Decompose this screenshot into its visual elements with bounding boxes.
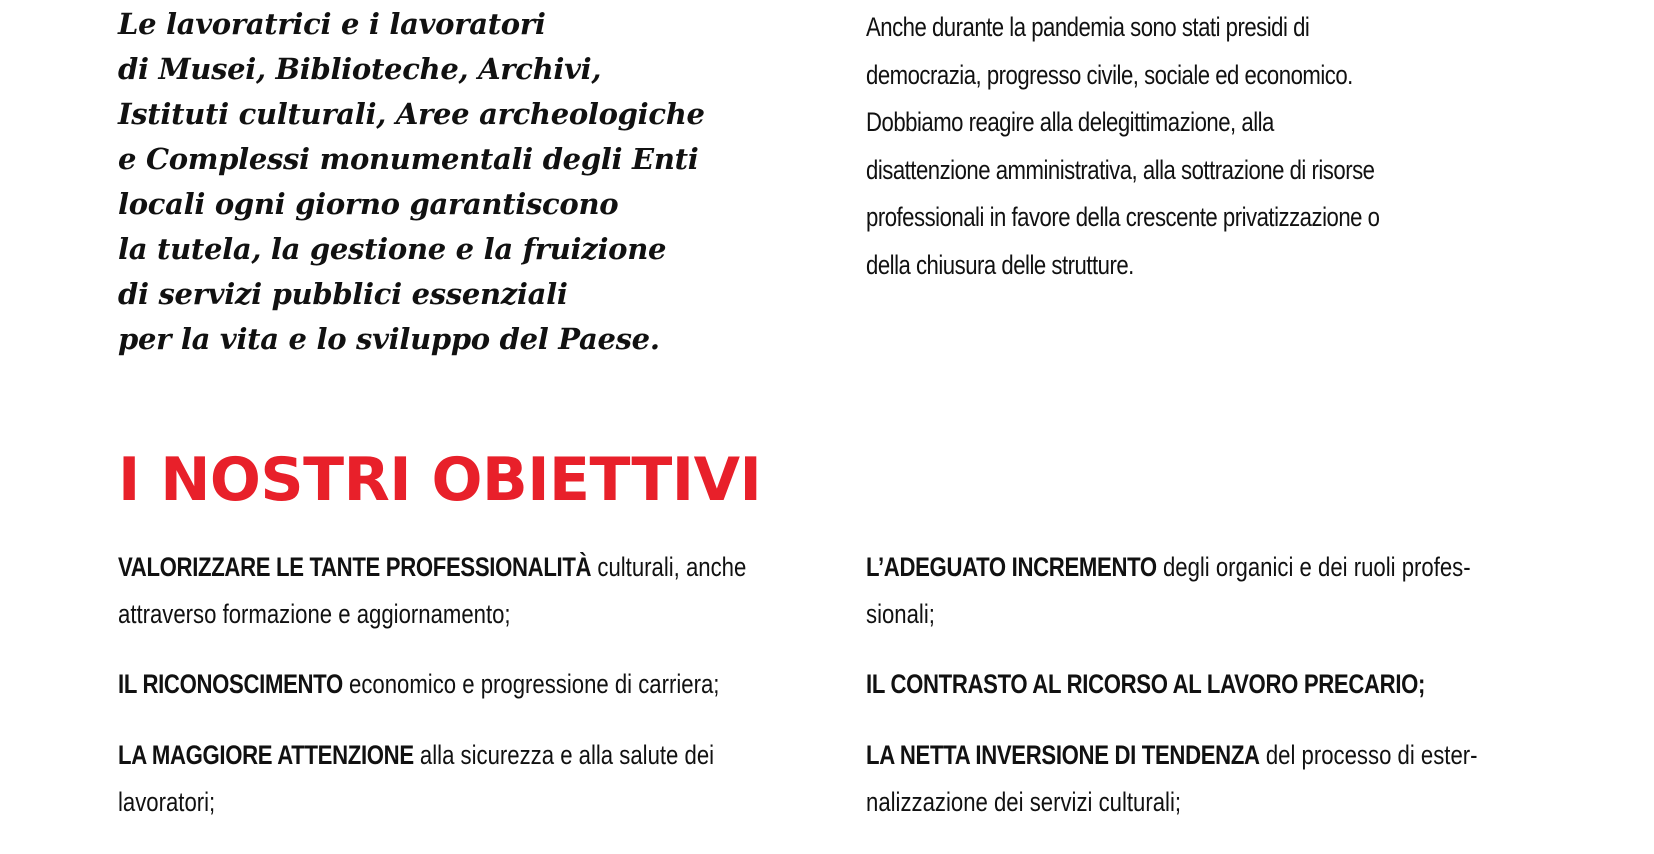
- goal-text: nalizzazione dei servizi culturali;: [866, 787, 1182, 817]
- goal-text: alla sicurezza e alla salute dei: [413, 740, 715, 770]
- intro-quote-line: locali ogni giorno garantiscono: [118, 187, 619, 221]
- goal-emphasis: LA NETTA INVERSIONE DI TENDENZA: [866, 740, 1260, 770]
- intro-paragraph-line: disattenzione amministrativa, alla sottrazione di risorse: [866, 154, 1375, 185]
- intro-quote-line: e Complessi monumentali degli Enti: [118, 142, 699, 176]
- intro-quote-line: per la vita e lo sviluppo del Paese.: [118, 322, 660, 356]
- intro-quote-line: di servizi pubblici essenziali: [118, 277, 568, 311]
- section-title: I NOSTRI OBIETTIVI: [118, 445, 762, 515]
- goal-item: [118, 544, 884, 638]
- intro-quote: [118, 2, 808, 362]
- intro-quote-line: la tutela, la gestione e la fruizione: [118, 232, 667, 266]
- intro-paragraph-line: professionali in favore della crescente privatizzazione o: [866, 202, 1380, 232]
- intro-paragraph-line: Dobbiamo reagire alla delegittimazione, alla: [866, 107, 1274, 137]
- intro-paragraph: [866, 4, 1556, 289]
- goal-item: [866, 661, 1548, 708]
- goal-emphasis: IL RICONOSCIMENTO: [118, 669, 343, 699]
- goal-text: lavoratori;: [118, 787, 216, 817]
- goal-emphasis: L’ADEGUATO INCREMENTO: [866, 552, 1157, 582]
- intro-quote-line: Le lavoratrici e i lavoratori: [118, 7, 546, 41]
- intro-paragraph-line: della chiusura delle strutture.: [866, 249, 1134, 280]
- goal-text: economico e progressione di carriera;: [342, 669, 720, 699]
- goal-item: [118, 732, 845, 826]
- goal-item: [866, 544, 1603, 638]
- goal-text: degli organici e dei ruoli profes-: [1156, 552, 1471, 582]
- goal-emphasis: IL CONTRASTO AL RICORSO AL LAVORO PRECARIO;: [866, 669, 1426, 699]
- intro-quote-line: Istituti culturali, Aree archeologiche: [118, 97, 705, 131]
- goal-text: attraverso formazione e aggiornamento;: [118, 599, 511, 629]
- goal-emphasis: VALORIZZARE LE TANTE PROFESSIONALITÀ: [118, 552, 592, 582]
- goal-item: [118, 661, 851, 708]
- intro-quote-line: di Musei, Biblioteche, Archivi,: [118, 52, 602, 86]
- goal-emphasis: LA MAGGIORE ATTENZIONE: [118, 740, 414, 770]
- goal-text: del processo di ester-: [1259, 740, 1478, 770]
- intro-paragraph-line: democrazia, progresso civile, sociale ed economico.: [866, 59, 1353, 90]
- goal-text: sionali;: [866, 599, 935, 629]
- intro-paragraph-line: Anche durante la pandemia sono stati presidi di: [866, 12, 1310, 42]
- goal-text: culturali, anche: [591, 552, 747, 582]
- goal-item: [866, 732, 1612, 826]
